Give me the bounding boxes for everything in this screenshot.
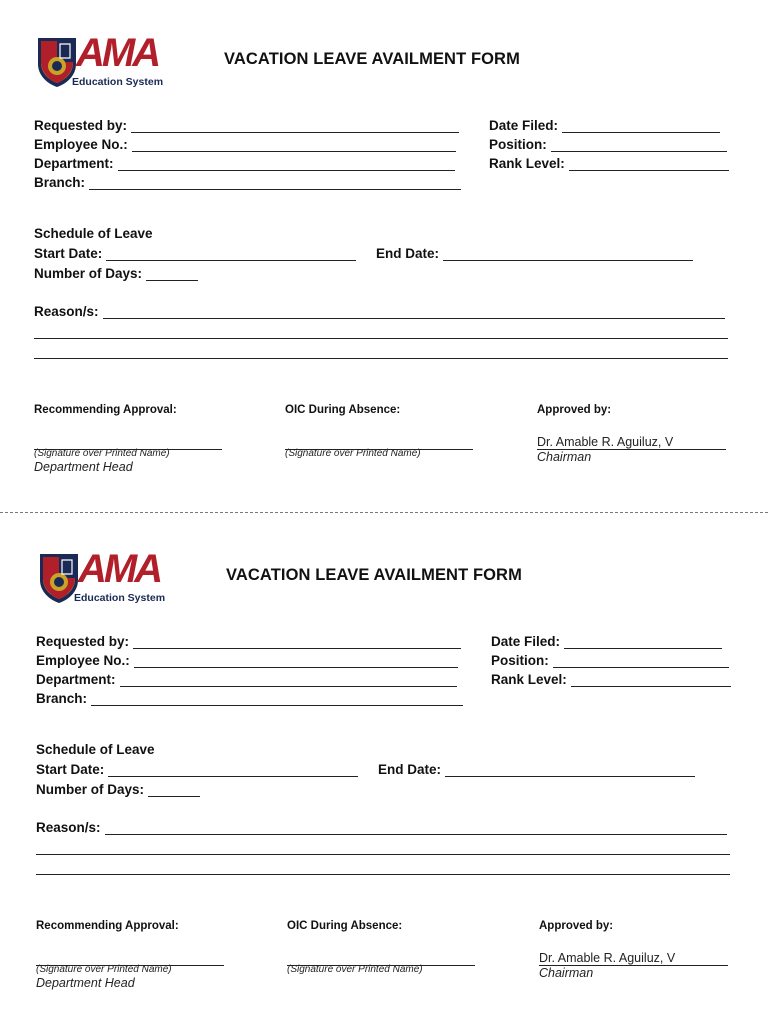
department-field[interactable] <box>34 156 455 171</box>
reasons-field[interactable] <box>36 820 727 835</box>
date-filed-label: Date Filed: <box>489 118 559 133</box>
start-date-label: Start Date: <box>34 246 103 261</box>
brand-wordmark: AMA <box>76 31 159 75</box>
approver-name: Dr. Amable R. Aguiluz, V <box>537 435 726 450</box>
start-date-field[interactable] <box>34 246 356 261</box>
employee-no-field[interactable] <box>34 137 456 152</box>
leave-form-bottom <box>2 516 768 1016</box>
requested-by-field[interactable] <box>34 118 459 133</box>
end-date-label: End Date: <box>378 762 442 777</box>
department-label: Department: <box>36 672 116 687</box>
rank-level-field[interactable] <box>489 156 729 171</box>
recommending-signature-caption: (Signature over Printed Name) <box>36 964 172 975</box>
reasons-field[interactable] <box>34 304 725 319</box>
brand-subtitle: Education System <box>74 592 166 604</box>
requested-by-field[interactable] <box>36 634 461 649</box>
end-date-field[interactable] <box>376 246 693 261</box>
recommending-signature-caption: (Signature over Printed Name) <box>34 448 170 459</box>
position-label: Position: <box>491 653 549 668</box>
cut-line <box>0 512 768 513</box>
rank-level-field[interactable] <box>491 672 731 687</box>
branch-field[interactable] <box>34 175 461 190</box>
department-label: Department: <box>34 156 114 171</box>
employee-no-field[interactable] <box>36 653 458 668</box>
approver-name: Dr. Amable R. Aguiluz, V <box>539 951 728 966</box>
end-date-field[interactable] <box>378 762 695 777</box>
reasons-line-2[interactable] <box>34 338 728 339</box>
schedule-heading: Schedule of Leave <box>36 742 155 757</box>
number-of-days-label: Number of Days: <box>34 266 143 281</box>
reasons-line-2[interactable] <box>36 854 730 855</box>
end-date-label: End Date: <box>376 246 440 261</box>
form-title: VACATION LEAVE AVAILMENT FORM <box>226 566 522 584</box>
oic-signature-caption: (Signature over Printed Name) <box>287 964 423 975</box>
brand-wordmark: AMA <box>78 547 161 591</box>
date-filed-field[interactable] <box>491 634 722 649</box>
recommending-approval-label: Recommending Approval: <box>36 920 179 932</box>
oic-label: OIC During Absence: <box>285 404 401 416</box>
department-head-label: Department Head <box>34 460 133 474</box>
leave-form-top <box>0 0 768 500</box>
position-field[interactable] <box>489 137 727 152</box>
department-head-label: Department Head <box>36 976 135 990</box>
branch-label: Branch: <box>34 175 86 190</box>
oic-label: OIC During Absence: <box>287 920 403 932</box>
rank-level-label: Rank Level: <box>489 156 565 171</box>
employee-no-label: Employee No.: <box>36 653 130 668</box>
ama-logo <box>38 547 178 606</box>
position-label: Position: <box>489 137 547 152</box>
form-title: VACATION LEAVE AVAILMENT FORM <box>224 50 520 68</box>
branch-field[interactable] <box>36 691 463 706</box>
employee-no-label: Employee No.: <box>34 137 128 152</box>
start-date-field[interactable] <box>36 762 358 777</box>
approved-by-label: Approved by: <box>537 404 612 416</box>
approved-by-label: Approved by: <box>539 920 614 932</box>
start-date-label: Start Date: <box>36 762 105 777</box>
number-of-days-label: Number of Days: <box>36 782 145 797</box>
reasons-line-3[interactable] <box>36 874 730 875</box>
position-field[interactable] <box>491 653 729 668</box>
approver-title: Chairman <box>539 966 594 980</box>
date-filed-field[interactable] <box>489 118 720 133</box>
number-of-days-field[interactable] <box>36 782 200 797</box>
brand-subtitle: Education System <box>72 76 164 88</box>
ama-logo <box>36 31 176 90</box>
reasons-label: Reason/s: <box>36 820 101 835</box>
approver-title: Chairman <box>537 450 592 464</box>
rank-level-label: Rank Level: <box>491 672 567 687</box>
reasons-line-3[interactable] <box>34 358 728 359</box>
branch-label: Branch: <box>36 691 88 706</box>
reasons-label: Reason/s: <box>34 304 99 319</box>
date-filed-label: Date Filed: <box>491 634 561 649</box>
oic-signature-caption: (Signature over Printed Name) <box>285 448 421 459</box>
department-field[interactable] <box>36 672 457 687</box>
requested-by-label: Requested by: <box>34 118 128 133</box>
requested-by-label: Requested by: <box>36 634 130 649</box>
number-of-days-field[interactable] <box>34 266 198 281</box>
recommending-approval-label: Recommending Approval: <box>34 404 177 416</box>
schedule-heading: Schedule of Leave <box>34 226 153 241</box>
